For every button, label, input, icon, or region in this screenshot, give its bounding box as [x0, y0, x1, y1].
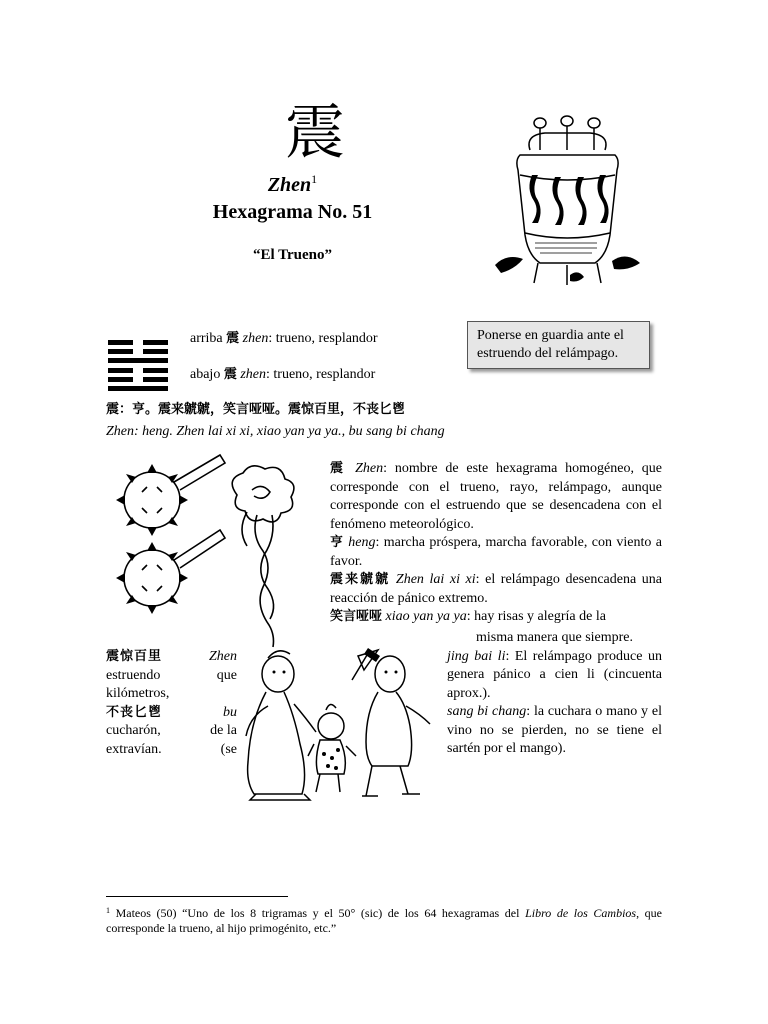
- glossary-term-cj: 震: [330, 461, 348, 476]
- bronze-vessel-illustration: [490, 115, 645, 295]
- left-word: (se: [220, 741, 237, 757]
- footnote: [106, 903, 662, 936]
- left-line: [106, 704, 237, 723]
- left-word: cucharón,: [106, 723, 161, 738]
- left-word: kilómetros,: [106, 686, 170, 701]
- upper-trigram-prefix: arriba: [190, 331, 223, 346]
- glossary-entry: [447, 703, 662, 759]
- lower-trigram-prefix: abajo: [190, 367, 221, 382]
- left-column: [106, 648, 237, 759]
- trigram-symbol: [108, 340, 168, 392]
- glossary-entry: [330, 608, 662, 627]
- glossary-entry: [330, 460, 662, 534]
- glossary-column: [330, 460, 662, 627]
- glossary-def: : nombre de este hexagrama homogéneo, que corresponde con el trueno, rayo, relámpago, aunque corresponde con el estruendo que se desencadena con el fenómeno meteorológico.: [330, 461, 663, 532]
- glossary-def: : hay risas y alegría de la: [466, 609, 606, 624]
- left-word: de la: [210, 723, 237, 738]
- glossary-def: : marcha próspera, marcha favorable, con viento a favor.: [330, 535, 662, 569]
- glossary-def-cont: misma manera que siempre.: [475, 630, 634, 645]
- glossary-def: : la cuchara o mano y el vino no se pierden, no se tiene el sartén por el mango).: [447, 704, 662, 756]
- upper-trigram-meaning: : trueno, resplandor: [268, 331, 378, 346]
- glossary-term: xiao yan ya ya: [385, 609, 467, 624]
- glossary-term-cj: 震来虩虩: [330, 572, 391, 587]
- page-title: Hexagrama No. 51: [212, 201, 373, 223]
- glossary-term: sang bi chang: [447, 704, 527, 719]
- left-term: bu: [223, 704, 237, 720]
- footnote-text-end: , que corresponde la trueno, al hijo primogénito, etc.”: [106, 906, 662, 935]
- glossary-term: Zhen: [355, 461, 384, 476]
- subtitle: “El Trueno”: [252, 247, 333, 263]
- left-term: Zhen: [209, 649, 237, 664]
- upper-trigram-char: 震: [226, 331, 240, 346]
- maces-cloud-illustration: [112, 450, 327, 650]
- glossary-term-cj: 笑言哑哑: [330, 609, 383, 624]
- upper-trigram-roman: zhen: [242, 331, 269, 346]
- footnote-text: Mateos (50) “Uno de los 8 trigramas y el 50° (sic) de los 64 hexagramas del: [110, 906, 526, 920]
- glossary-entry: [447, 648, 662, 704]
- footnote-ref: 1: [311, 172, 318, 186]
- glossary-entry: [330, 571, 662, 608]
- left-term-cj: 不丧匕鬯: [106, 704, 163, 720]
- glossary-def: : el relámpago desencadena una reacción de pánico extremo.: [330, 572, 662, 606]
- lower-trigram-roman: zhen: [240, 367, 267, 382]
- footnote-mark: 1: [106, 906, 110, 915]
- hexagram-character: 震: [285, 98, 345, 168]
- lower-trigram-meaning: : trueno, resplandor: [266, 367, 376, 382]
- callout-box: Ponerse en guardia ante el estruendo del relámpago.: [467, 321, 650, 369]
- hexagram-name-text: Zhen: [267, 174, 312, 196]
- glossary-term-cj: 亨: [330, 535, 344, 550]
- left-line: [106, 741, 237, 760]
- hexagram-name: [180, 172, 405, 197]
- left-word: que: [216, 667, 237, 683]
- glossary-entry: [330, 534, 662, 571]
- family-illustration: [238, 646, 443, 801]
- footnote-book-title: Libro de los Cambios: [525, 906, 637, 920]
- glossary-continuation: [447, 629, 662, 759]
- left-line: [106, 648, 237, 667]
- left-line: [106, 685, 237, 704]
- glossary-def: : El relámpago produce un genera pánico a cien li (cincuenta aprox.).: [447, 648, 662, 701]
- lower-trigram: [190, 366, 375, 384]
- left-line: [106, 722, 237, 741]
- lower-trigram-char: 震: [223, 367, 237, 382]
- judgement-chinese: 震：亨。震来虩虩，笑言哑哑。震惊百里，不丧匕鬯: [106, 402, 406, 417]
- footnote-rule: [106, 896, 288, 897]
- upper-trigram: [190, 330, 378, 348]
- left-word: extravían.: [106, 741, 162, 757]
- judgement-pinyin: Zhen: heng. Zhen lai xi xi, xiao yan ya ya., bu sang bi chang: [106, 424, 445, 439]
- left-term-cj: 震惊百里: [106, 649, 163, 664]
- left-word: estruendo: [106, 667, 161, 683]
- glossary-term: jing bai li: [447, 648, 506, 664]
- glossary-term: heng: [348, 535, 376, 550]
- left-line: [106, 667, 237, 686]
- glossary-term: Zhen lai xi xi: [395, 572, 476, 587]
